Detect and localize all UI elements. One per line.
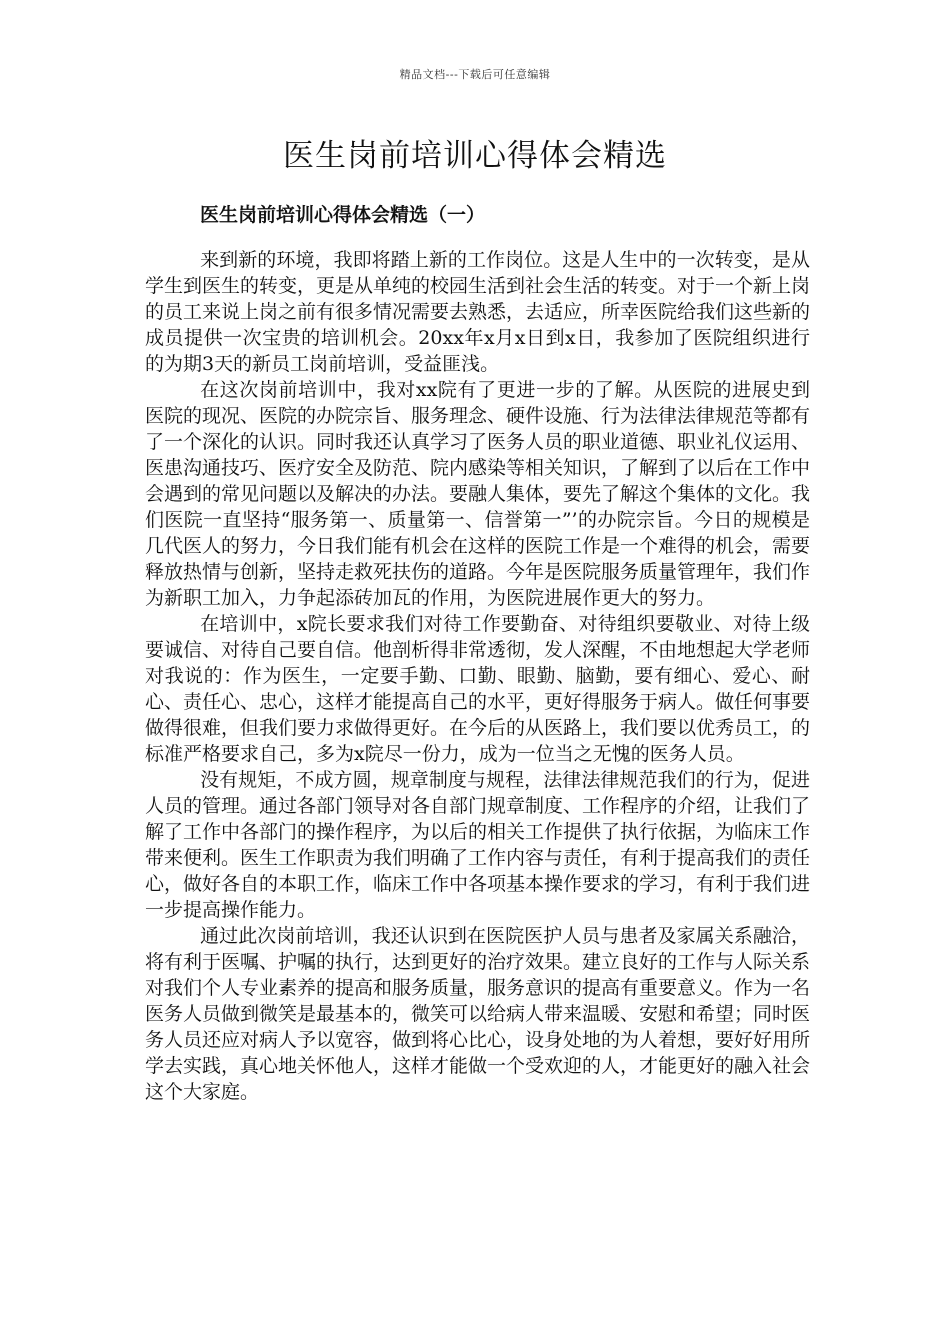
paragraph-5: 通过此次岗前培训，我还认识到在医院医护人员与患者及家属关系融洽，将有利于医嘱、护嘱的执行，达到更好的治疗效果。建立良好的工作与人际关系对我们个人专业素养的提高和服务质量，服务意识的提高有重要意义。作为一名医务人员做到微笑是最基本的，微笑可以给病人带来温暖、安慰和希望；同时医务人员还应对病人予以宽容，做到将心比心，设身处地的为人着想，要好好用所学去实践，真心地关怀他人，这样才能做一个受欢迎的人，才能更好的融入社会这个大家庭。 (145, 925, 811, 1103)
paragraph-1: 来到新的环境，我即将踏上新的工作岗位。这是人生中的一次转变，是从学生到医生的转变，更是从单纯的校园生活到社会生活的转变。对于一个新上岗的员工来说上岗之前有很多情况需要去熟悉，去适应，所幸医院给我们这些新的成员提供一次宝贵的培训机会。20xx年x月x日到x日，我参加了医院组织进行的为期3天的新员工岗前培训，受益匪浅。 (145, 249, 811, 375)
document-subtitle: 医生岗前培训心得体会精选（一） (200, 204, 486, 226)
document-title: 医生岗前培训心得体会精选 (283, 138, 667, 174)
paragraph-4: 没有规矩，不成方圆，规章制度与规程，法律法律规范我们的行为，促进人员的管理。通过各部门领导对各自部门规章制度、工作程序的介绍，让我们了解了工作中各部门的操作程序，为以后的相关工作提供了执行依据，为临床工作带来便利。医生工作职责为我们明确了工作内容与责任，有利于提高我们的责任心，做好各自的本职工作，临床工作中各项基本操作要求的学习，有利于我们进一步提高操作能力。 (145, 769, 811, 921)
paragraph-3: 在培训中，x院长要求我们对待工作要勤奋、对待组织要敬业、对待上级要诚信、对待自己要自信。他剖析得非常透彻，发人深醒，不由地想起大学老师对我说的：作为医生，一定要手勤、口勤、眼勤、脑勤，要有细心、爱心、耐心、责任心、忠心，这样才能提高自己的水平，更好得服务于病人。做任何事要做得很难，但我们要力求做得更好。在今后的从医路上，我们要以优秀员工，的标准严格要求自己，多为x院尽一份力，成为一位当之无愧的医务人员。 (145, 613, 811, 765)
document-body (145, 247, 810, 1105)
paragraph-2: 在这次岗前培训中，我对xx院有了更进一步的了解。从医院的进展史到医院的现况、医院的办院宗旨、服务理念、硬件设施、行为法律法律规范等都有了一个深化的认识。同时我还认真学习了医务人员的职业道德、职业礼仪运用、医患沟通技巧、医疗安全及防范、院内感染等相关知识，了解到了以后在工作中会遇到的常见问题以及解决的办法。要融人集体，要先了解这个集体的文化。我们医院一直坚持“服务第一、质量第一、信誉第一”’的办院宗旨。今日的规模是几代医人的努力，今日我们能有机会在这样的医院工作是一个难得的机会，需要释放热情与创新，坚持走救死扶伤的道路。今年是医院服务质量管理年，我们作为新职工加入，力争起添砖加瓦的作用，为医院进展作更大的努力。 (145, 379, 811, 609)
header-note: 精品文档---下载后可任意编辑 (399, 68, 551, 81)
